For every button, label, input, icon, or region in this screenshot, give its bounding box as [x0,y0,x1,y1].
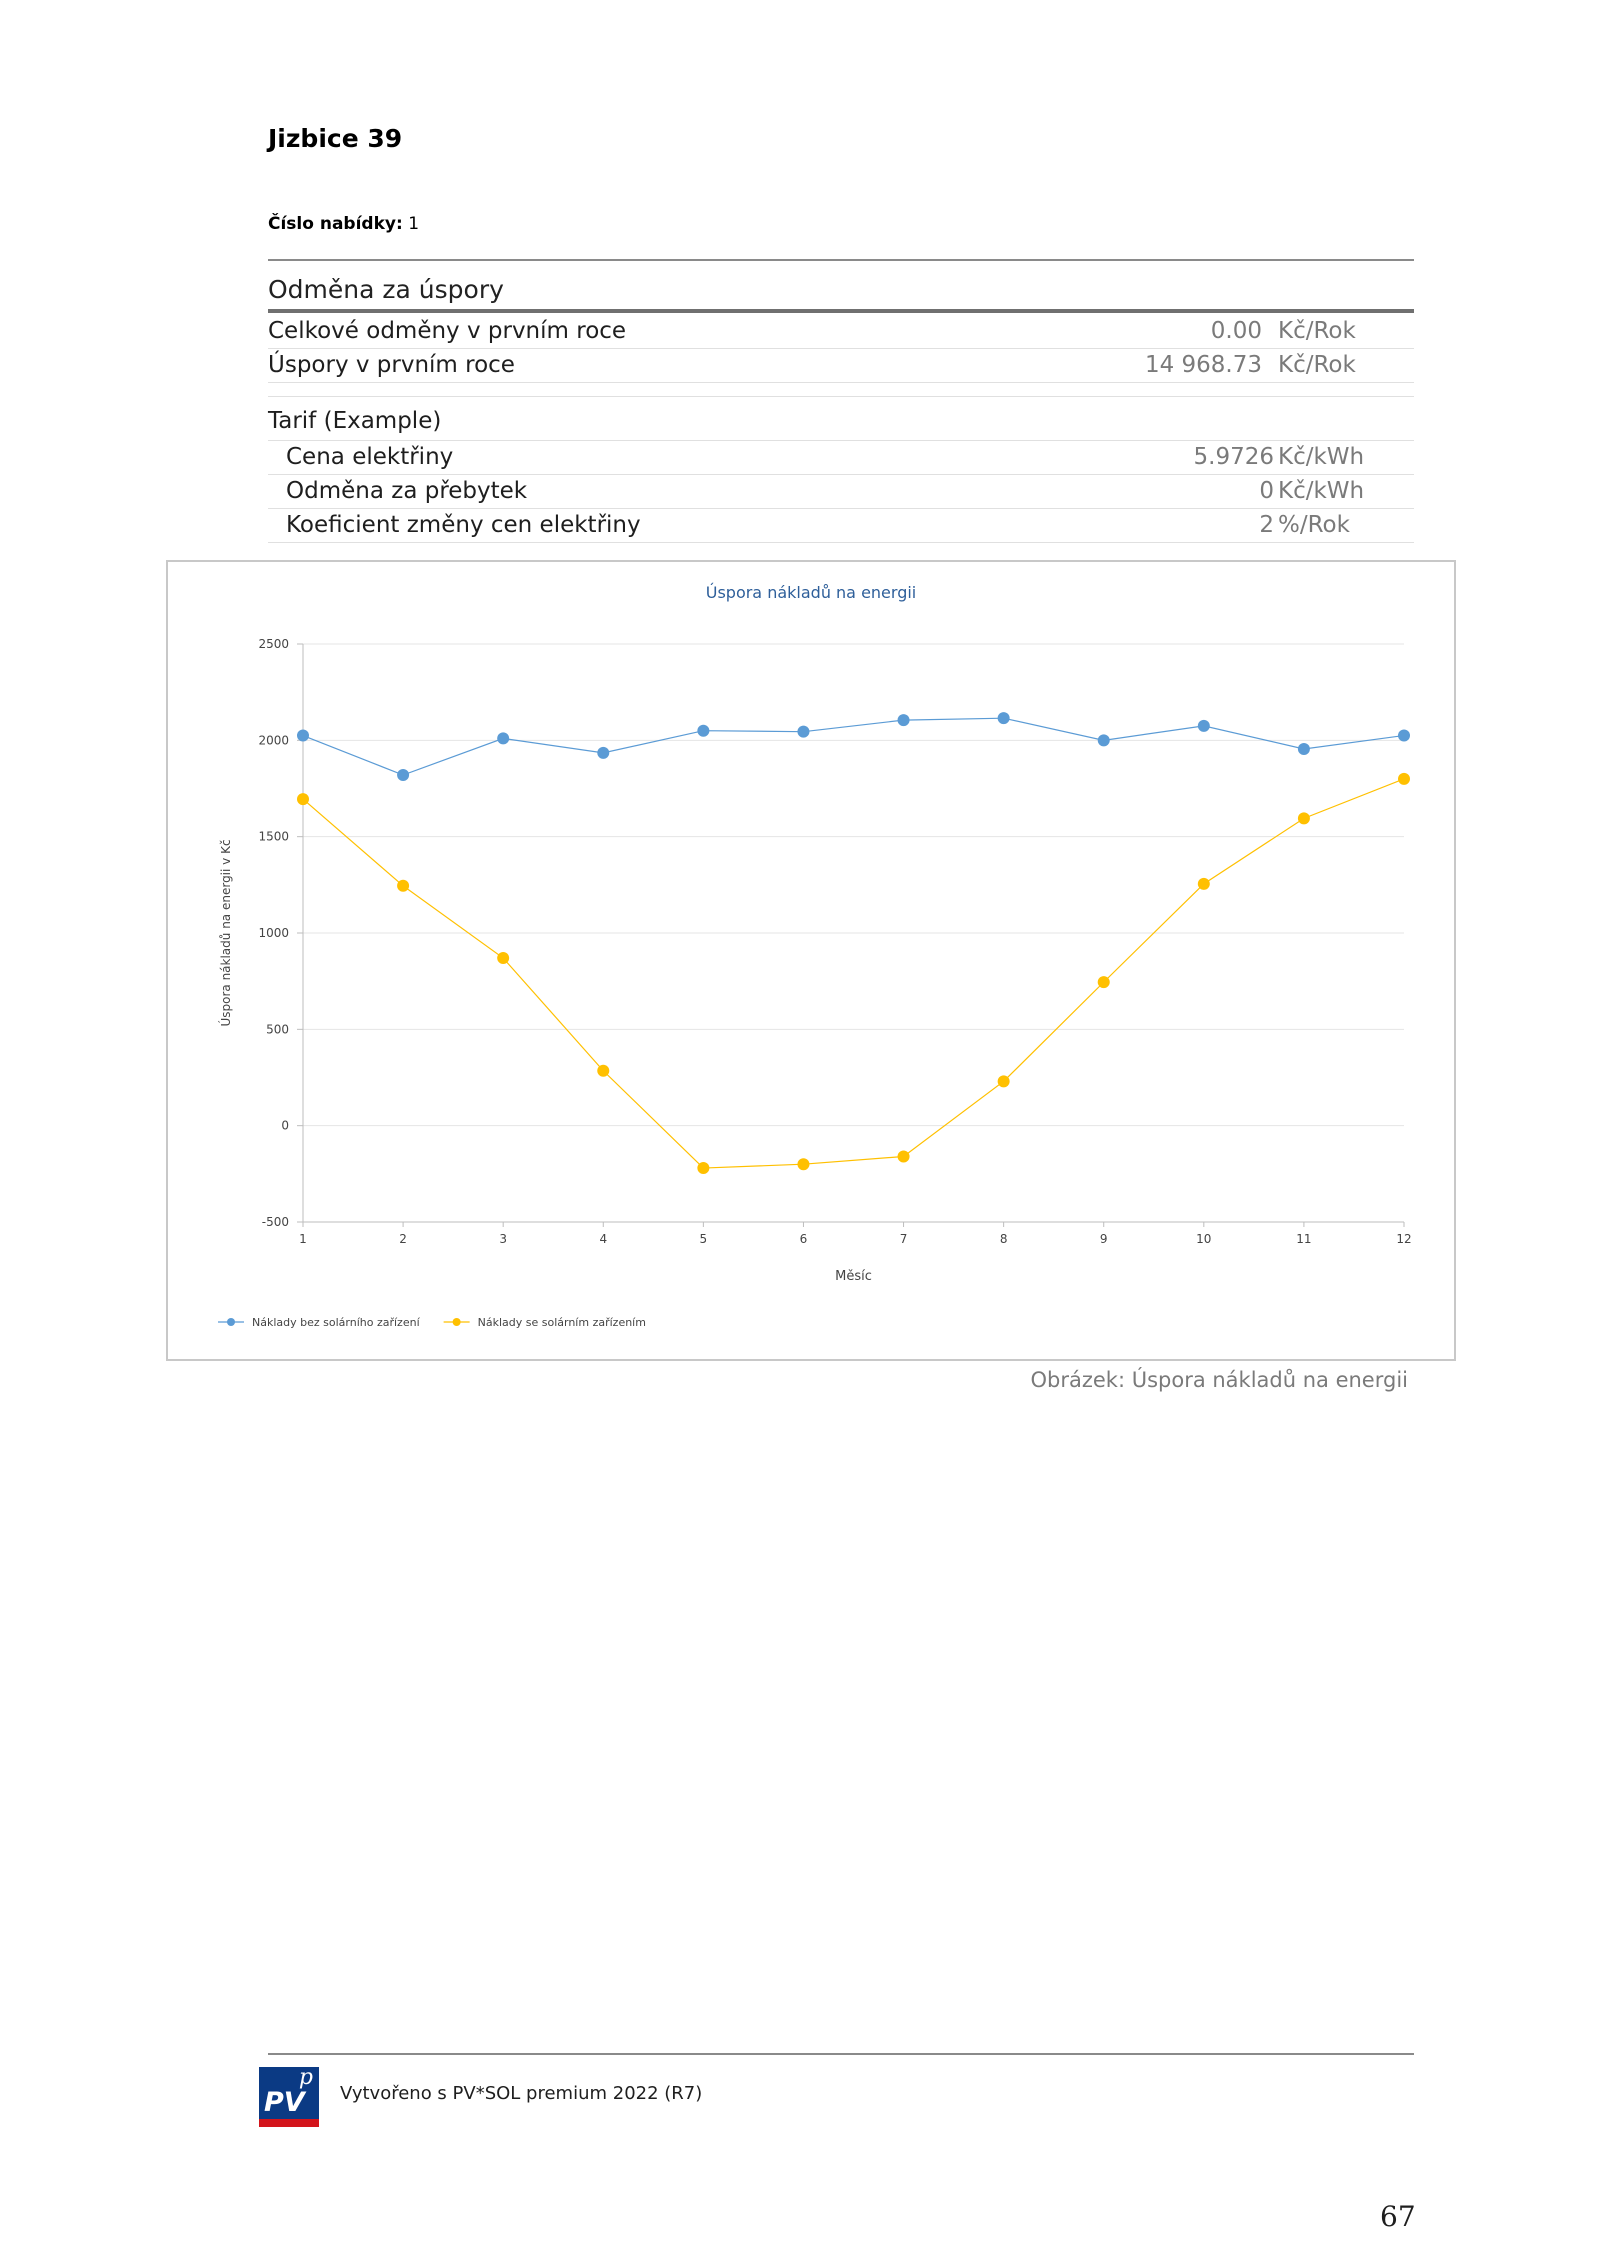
series-line [303,779,1404,1168]
x-axis-label: Měsíc [835,1269,872,1284]
legend-marker [227,1318,235,1326]
logo-stripe [259,2119,319,2127]
chart-frame [166,560,1456,1361]
data-point [1398,730,1410,742]
row-unit: %/Rok [1278,512,1350,538]
savings-row-first-year [268,348,1414,383]
tariff-title: Tarif (Example) [268,408,442,434]
logo-text: PV [264,2087,305,2118]
row-value: 14 968.73 [1144,352,1262,378]
row-value: 0.00 [1210,318,1262,344]
row-label: Koeficient změny cen elektřiny [286,512,641,538]
legend-label: Náklady se solárním zařízením [477,1316,646,1329]
data-point [998,1075,1010,1087]
row-unit: Kč/Rok [1278,318,1356,344]
y-tick-label: 1500 [258,829,289,844]
legend-label: Náklady bez solárního zařízení [252,1316,420,1329]
tariff-row-price-change [268,508,1414,543]
tariff-title-row [268,406,1414,441]
data-point [697,725,709,737]
footer-divider [268,2053,1414,2055]
data-point [797,1158,809,1170]
x-tick-label: 2 [399,1232,407,1246]
x-tick-label: 5 [699,1232,708,1246]
y-tick-label: 500 [266,1022,289,1037]
row-value: 2 [1259,512,1274,538]
row-label: Celkové odměny v prvním roce [268,318,627,344]
data-point [1098,734,1110,746]
y-tick-label: 1000 [258,926,289,940]
data-point [1198,720,1210,732]
figure-caption: Obrázek: Úspora nákladů na energii [1030,1368,1408,1392]
data-point [797,726,809,738]
y-tick-label: -500 [261,1215,289,1229]
created-with-text: Vytvořeno s PV*SOL premium 2022 (R7) [340,2083,703,2104]
y-tick-label: 2500 [258,637,289,651]
legend-marker [453,1318,461,1326]
row-label: Odměna za přebytek [286,478,528,504]
x-tick-label: 4 [599,1232,608,1246]
data-point [297,730,309,742]
x-tick-label: 8 [999,1232,1008,1246]
data-point [297,793,309,805]
x-tick-label: 7 [899,1232,908,1246]
data-point [597,747,609,759]
row-unit: Kč/Rok [1278,352,1356,378]
x-tick-label: 10 [1196,1232,1212,1246]
pvsol-logo [259,2067,319,2127]
row-value: 0 [1259,478,1274,504]
tariff-row-price [268,440,1414,475]
page-title: Jizbice 39 [268,124,403,153]
row-unit: Kč/kWh [1278,478,1365,504]
data-point [397,769,409,781]
y-axis-label: Úspora nákladů na energii v Kč [219,839,233,1027]
series-line [303,718,1404,775]
section-title-underline [268,309,1414,313]
energy-cost-savings-chart [168,562,1454,1359]
data-point [397,880,409,892]
data-point [1198,878,1210,890]
x-tick-label: 11 [1296,1232,1312,1246]
chart-title: Úspora nákladů na energii [705,583,917,602]
data-point [1298,743,1310,755]
data-point [998,712,1010,724]
data-point [1098,976,1110,988]
tariff-row-feed-in [268,474,1414,509]
x-tick-label: 9 [1099,1232,1108,1246]
logo-superscript: p [298,2065,313,2090]
y-tick-label: 0 [281,1118,289,1133]
x-tick-label: 6 [799,1232,808,1246]
row-label: Úspory v prvním roce [268,352,515,378]
x-tick-label: 1 [299,1232,307,1246]
data-point [1298,812,1310,824]
x-tick-label: 3 [499,1232,508,1246]
offer-number-label: Číslo nabídky: [268,214,403,234]
data-point [497,952,509,964]
row-label: Cena elektřiny [286,444,454,470]
data-point [898,714,910,726]
data-point [697,1162,709,1174]
section-divider [268,259,1414,261]
offer-number [268,214,419,234]
page-number: 67 [1380,2200,1416,2233]
savings-section-title: Odměna za úspory [268,275,504,304]
y-tick-label: 2000 [258,733,289,748]
offer-number-value: 1 [408,214,420,234]
spacer-row [268,382,1414,397]
row-unit: Kč/kWh [1278,444,1365,470]
savings-row-total-rewards [268,314,1414,349]
row-value: 5.9726 [1193,444,1274,470]
data-point [497,732,509,744]
data-point [597,1065,609,1077]
x-tick-label: 12 [1396,1232,1412,1246]
data-point [898,1150,910,1162]
data-point [1398,773,1410,785]
